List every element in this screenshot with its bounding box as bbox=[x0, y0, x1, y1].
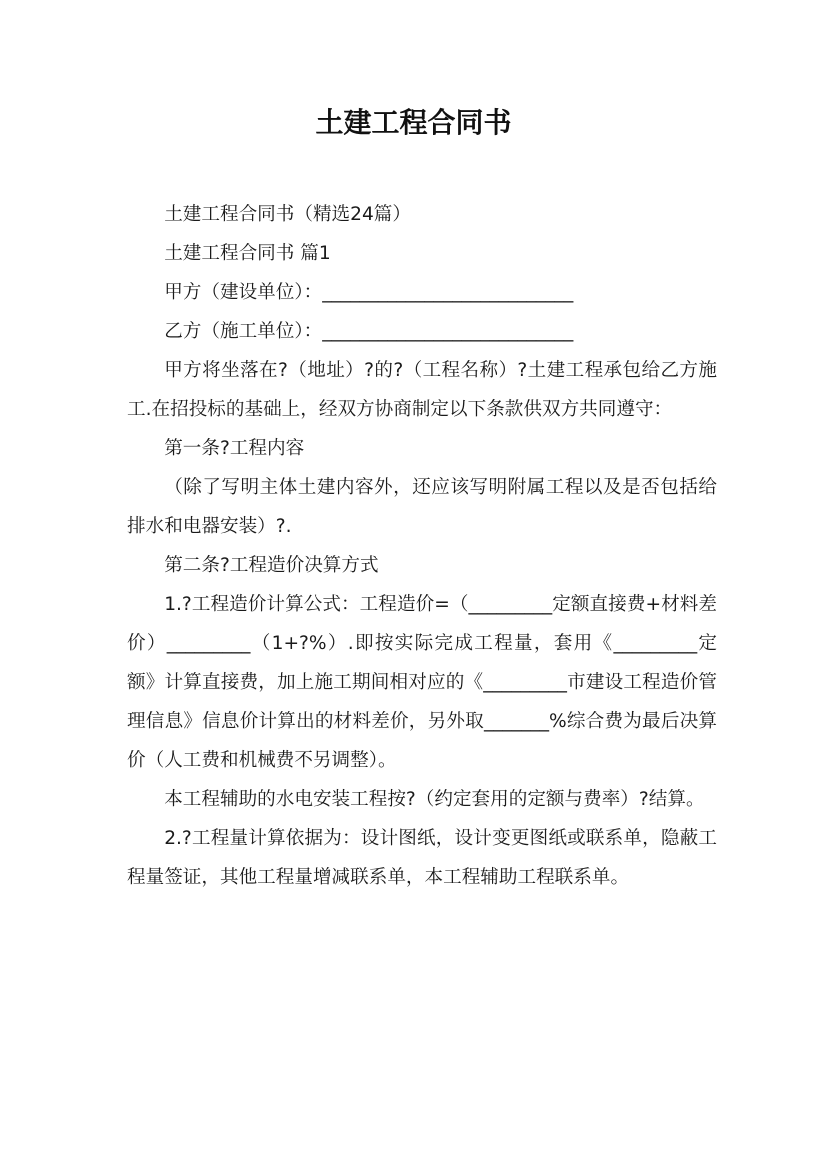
article-2-clause-2: 2.?工程量计算依据为：设计图纸，设计变更图纸或联系单，隐蔽工程量签证，其他工程量增减联系单，本工程辅助工程联系单。 bbox=[127, 828, 717, 888]
section-heading: 土建工程合同书 篇1 bbox=[164, 243, 331, 264]
article-1-body: （除了写明主体土建内容外，还应该写明附属工程以及是否包括给排水和电器安装）?. bbox=[127, 477, 717, 537]
article-2-installation-note: 本工程辅助的水电安装工程按?（约定套用的定额与费率）?结算。 bbox=[164, 789, 705, 810]
party-b-line: 乙方（施工单位）：___________________________ bbox=[164, 321, 574, 342]
intro-paragraph: 甲方将坐落在?（地址）?的?（工程名称）?土建工程承包给乙方施工.在招投标的基础上，经双方协商制定以下条款供双方共同遵守： bbox=[127, 360, 717, 420]
subtitle-paragraph: 土建工程合同书（精选24篇） bbox=[164, 204, 411, 225]
party-a-line: 甲方（建设单位）：___________________________ bbox=[164, 282, 574, 303]
article-2-heading: 第二条?工程造价决算方式 bbox=[164, 555, 379, 576]
article-2-clause-1: 1.?工程造价计算公式：工程造价=（_________定额直接费+材料差价）_________（1+?%）.即按实际完成工程量，套用《_________定额》计算直接费，加上施工期间相对应的《_________市建设工程造价管理信息》信息价计算出的材料差价，另外取_______%综合费为最后决算价（人工费和机械费不另调整）。 bbox=[127, 594, 717, 771]
document-title: 土建工程合同书 bbox=[315, 106, 512, 139]
article-1-heading: 第一条?工程内容 bbox=[164, 438, 305, 459]
document-body bbox=[127, 195, 717, 897]
